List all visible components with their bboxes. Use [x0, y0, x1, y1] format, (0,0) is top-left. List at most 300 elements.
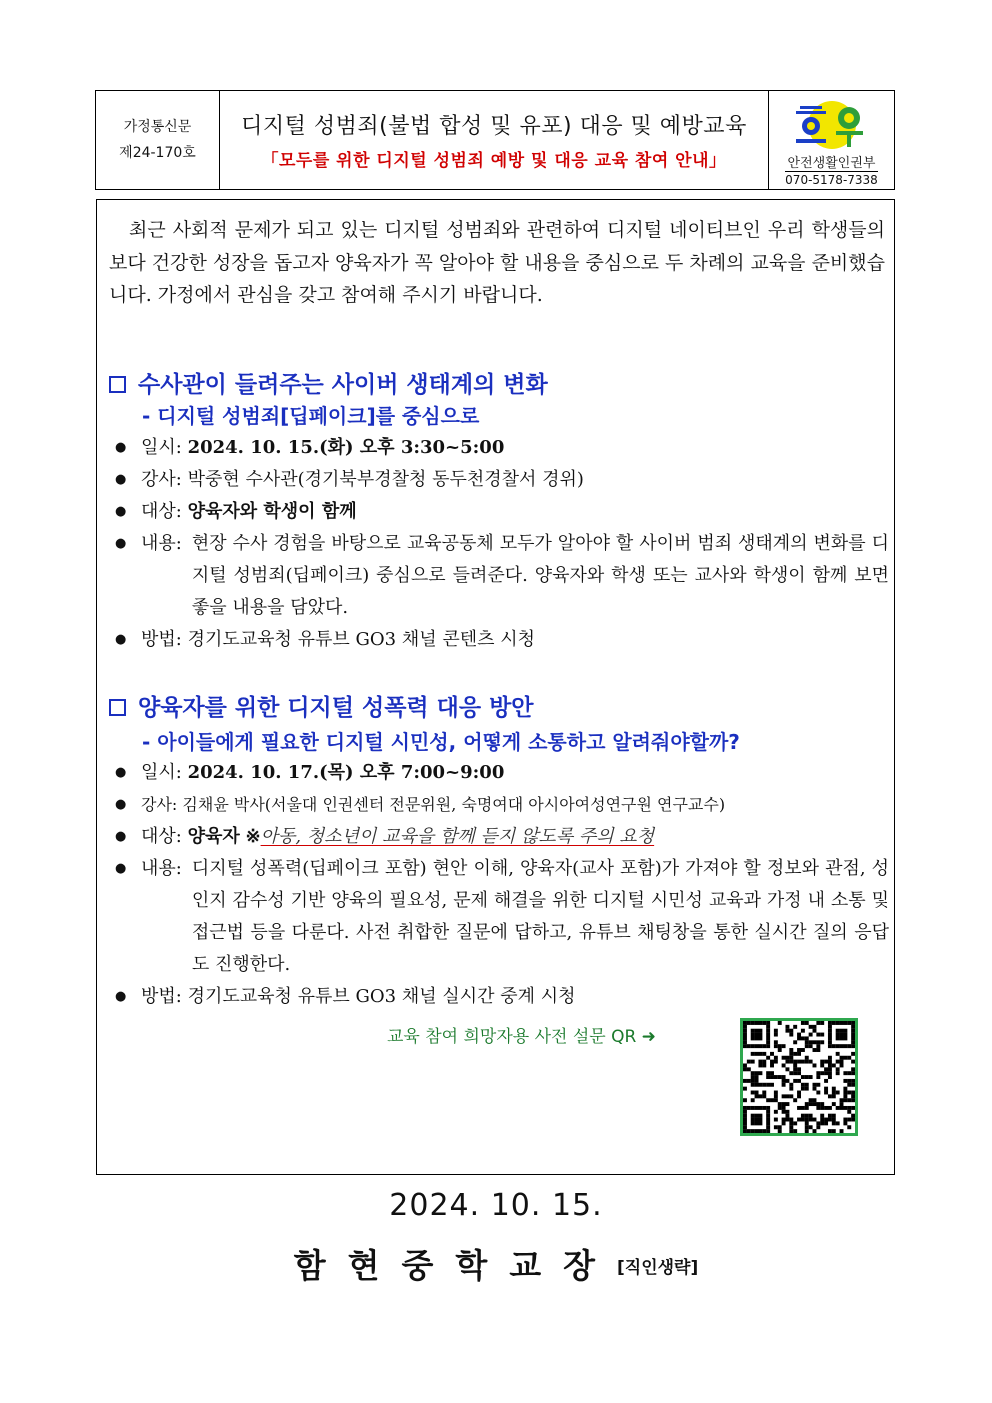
qr-module: [751, 1091, 755, 1095]
qr-module: [782, 1063, 786, 1067]
qr-module: [843, 1033, 847, 1037]
qr-module: [797, 1036, 801, 1040]
date-value: 2024. 10. 17.(목) 오후 7:00~9:00: [187, 762, 505, 783]
qr-module: [851, 1071, 855, 1075]
qr-module: [809, 1114, 813, 1118]
qr-module: [766, 1083, 770, 1087]
qr-module: [828, 1021, 832, 1025]
qr-module: [809, 1075, 813, 1079]
qr-module: [801, 1114, 805, 1118]
qr-module: [828, 1063, 832, 1067]
qr-module: [847, 1106, 851, 1110]
qr-module: [836, 1021, 840, 1025]
qr-module: [789, 1121, 793, 1125]
qr-module: [793, 1052, 797, 1056]
intro-paragraph: [109, 214, 885, 312]
qr-module: [832, 1044, 836, 1048]
qr-module: [847, 1044, 851, 1048]
qr-module: [828, 1060, 832, 1064]
section2-title: [109, 689, 534, 722]
qr-module: [751, 1060, 755, 1064]
qr-module: [762, 1063, 766, 1067]
section1-title-text: 수사관이 들려주는 사이버 생태계의 변화: [138, 372, 548, 398]
qr-module: [785, 1025, 789, 1029]
qr-module: [836, 1071, 840, 1075]
qr-module: [782, 1110, 786, 1114]
qr-module: [813, 1025, 817, 1029]
qr-module: [851, 1033, 855, 1037]
qr-module: [851, 1106, 855, 1110]
qr-module: [762, 1021, 766, 1025]
qr-module: [801, 1106, 805, 1110]
issue-number: 제24-170호: [119, 145, 196, 161]
qr-module: [743, 1079, 747, 1083]
qr-module: [782, 1079, 786, 1083]
qr-module: [828, 1075, 832, 1079]
list-item: [115, 528, 889, 624]
qr-module: [766, 1033, 770, 1037]
qr-module: [762, 1091, 766, 1095]
qr-module: [766, 1125, 770, 1129]
qr-module: [843, 1091, 847, 1095]
qr-module: [778, 1106, 782, 1110]
qr-module: [743, 1110, 747, 1114]
target-note: 아동, 청소년이 교육을 함께 듣지 않도록 주의 요청: [260, 826, 655, 847]
qr-module: [743, 1114, 747, 1118]
qr-module: [805, 1129, 809, 1133]
qr-module: [766, 1098, 770, 1102]
qr-module: [774, 1125, 778, 1129]
qr-module: [751, 1118, 755, 1122]
qr-module: [755, 1071, 759, 1075]
qr-module: [747, 1129, 751, 1133]
qr-module: [743, 1021, 747, 1025]
lecturer-value: 김채윤 박사(서울대 인권센터 전문위원, 숙명여대 아시아여성연구원 연구교수): [182, 795, 726, 814]
qr-module: [840, 1102, 844, 1106]
qr-module: [824, 1087, 828, 1091]
qr-module: [847, 1125, 851, 1129]
qr-module: [789, 1129, 793, 1133]
qr-module: [813, 1098, 817, 1102]
qr-module: [824, 1106, 828, 1110]
qr-module: [843, 1079, 847, 1083]
qr-code-icon: [743, 1021, 855, 1133]
qr-module: [828, 1056, 832, 1060]
qr-module: [758, 1071, 762, 1075]
qr-module: [840, 1129, 844, 1133]
qr-module: [816, 1106, 820, 1110]
qr-module: [755, 1075, 759, 1079]
qr-module: [828, 1106, 832, 1110]
qr-module: [774, 1029, 778, 1033]
qr-module: [824, 1121, 828, 1125]
qr-module: [805, 1087, 809, 1091]
survey-qr-code[interactable]: [740, 1018, 858, 1136]
qr-module: [789, 1087, 793, 1091]
qr-module: [840, 1021, 844, 1025]
qr-module: [805, 1083, 809, 1087]
qr-module: [805, 1044, 809, 1048]
department-phone: 070-5178-7338: [785, 173, 878, 187]
qr-module: [851, 1094, 855, 1098]
qr-module: [797, 1118, 801, 1122]
qr-module: [755, 1036, 759, 1040]
qr-module: [851, 1025, 855, 1029]
qr-module: [774, 1110, 778, 1114]
qr-module: [743, 1025, 747, 1029]
qr-module: [843, 1118, 847, 1122]
qr-module: [762, 1129, 766, 1133]
qr-module: [797, 1060, 801, 1064]
qr-module: [782, 1075, 786, 1079]
method-value: 경기도교육청 유튜브 GO3 채널 콘텐츠 시청: [187, 629, 535, 650]
qr-module: [743, 1044, 747, 1048]
qr-module: [805, 1102, 809, 1106]
qr-module: [843, 1029, 847, 1033]
qr-module: [755, 1129, 759, 1133]
qr-module: [805, 1040, 809, 1044]
qr-module: [785, 1079, 789, 1083]
qr-module: [758, 1121, 762, 1125]
qr-module: [785, 1110, 789, 1114]
qr-module: [828, 1071, 832, 1075]
lecturer-label: 강사:: [141, 795, 178, 814]
qr-module: [766, 1040, 770, 1044]
qr-module: [751, 1129, 755, 1133]
qr-module: [843, 1021, 847, 1025]
qr-module: [743, 1033, 747, 1037]
qr-module: [851, 1067, 855, 1071]
qr-module: [766, 1056, 770, 1060]
qr-module: [828, 1067, 832, 1071]
qr-module: [755, 1079, 759, 1083]
qr-module: [766, 1110, 770, 1114]
qr-module: [743, 1121, 747, 1125]
qr-module: [828, 1029, 832, 1033]
qr-module: [836, 1029, 840, 1033]
qr-module: [743, 1087, 747, 1091]
qr-module: [820, 1033, 824, 1037]
qr-module: [758, 1129, 762, 1133]
qr-module: [813, 1118, 817, 1122]
qr-module: [801, 1118, 805, 1122]
section1-details: [115, 432, 889, 656]
qr-module: [793, 1121, 797, 1125]
qr-module: [743, 1067, 747, 1071]
qr-module: [755, 1029, 759, 1033]
qr-module: [847, 1091, 851, 1095]
header-issue-cell: [96, 91, 220, 189]
qr-module: [743, 1106, 747, 1110]
qr-module: [851, 1060, 855, 1064]
qr-module: [762, 1044, 766, 1048]
signer-line: [0, 1240, 992, 1287]
intro-text: 최근 사회적 문제가 되고 있는 디지털 성범죄와 관련하여 디지털 네이티브인 우리 학생들의 보다 건강한 성장을 돕고자 양육자가 꼭 알아야 할 내용을 중심으로 두 차례의 교육을 준비했습니다. 가정에서 관심을 갖고 참여해 주시기 바랍니다.: [109, 219, 885, 306]
qr-module: [743, 1129, 747, 1133]
header-table: [95, 90, 895, 190]
qr-module: [758, 1114, 762, 1118]
qr-module: [751, 1021, 755, 1025]
qr-module: [809, 1025, 813, 1029]
qr-module: [743, 1029, 747, 1033]
list-item: [115, 821, 889, 853]
list-item: [115, 789, 889, 821]
qr-module: [832, 1063, 836, 1067]
qr-module: [774, 1094, 778, 1098]
qr-module: [813, 1040, 817, 1044]
qr-module: [820, 1106, 824, 1110]
qr-module: [843, 1121, 847, 1125]
qr-module: [840, 1060, 844, 1064]
qr-module: [755, 1052, 759, 1056]
qr-module: [843, 1098, 847, 1102]
qr-module: [778, 1125, 782, 1129]
qr-module: [785, 1118, 789, 1122]
qr-module: [820, 1121, 824, 1125]
qr-module: [766, 1075, 770, 1079]
qr-module: [851, 1098, 855, 1102]
qr-module: [816, 1102, 820, 1106]
qr-module: [762, 1083, 766, 1087]
qr-module: [816, 1040, 820, 1044]
qr-module: [785, 1060, 789, 1064]
qr-module: [785, 1094, 789, 1098]
content-box: [96, 199, 895, 1175]
qr-module: [751, 1114, 755, 1118]
qr-module: [805, 1036, 809, 1040]
lecturer-label: 강사:: [141, 469, 182, 490]
qr-module: [770, 1071, 774, 1075]
qr-module: [801, 1048, 805, 1052]
lecturer-value: 박중현 수사관(경기북부경찰청 동두천경찰서 경위): [187, 469, 584, 490]
qr-module: [766, 1071, 770, 1075]
qr-module: [851, 1091, 855, 1095]
target-value: 양육자: [187, 826, 240, 847]
qr-module: [836, 1121, 840, 1125]
qr-module: [843, 1071, 847, 1075]
qr-module: [766, 1025, 770, 1029]
qr-module: [816, 1033, 820, 1037]
qr-module: [751, 1029, 755, 1033]
qr-module: [840, 1098, 844, 1102]
qr-module: [836, 1091, 840, 1095]
qr-module: [766, 1121, 770, 1125]
qr-module: [809, 1102, 813, 1106]
qr-module: [813, 1029, 817, 1033]
qr-module: [832, 1114, 836, 1118]
qr-module: [793, 1079, 797, 1083]
qr-module: [747, 1060, 751, 1064]
qr-module: [801, 1060, 805, 1064]
qr-module: [851, 1052, 855, 1056]
qr-module: [793, 1129, 797, 1133]
qr-module: [832, 1102, 836, 1106]
qr-module: [751, 1079, 755, 1083]
qr-module: [747, 1067, 751, 1071]
qr-module: [793, 1098, 797, 1102]
qr-module: [809, 1060, 813, 1064]
qr-module: [816, 1091, 820, 1095]
qr-module: [828, 1036, 832, 1040]
qr-module: [836, 1052, 840, 1056]
qr-module: [824, 1091, 828, 1095]
qr-module: [758, 1083, 762, 1087]
qr-module: [820, 1060, 824, 1064]
qr-module: [743, 1063, 747, 1067]
qr-module: [778, 1129, 782, 1133]
qr-module: [758, 1021, 762, 1025]
qr-module: [851, 1029, 855, 1033]
qr-module: [832, 1087, 836, 1091]
qr-module: [785, 1067, 789, 1071]
qr-module: [851, 1044, 855, 1048]
qr-module: [816, 1083, 820, 1087]
qr-module: [828, 1094, 832, 1098]
qr-module: [785, 1114, 789, 1118]
qr-module: [832, 1121, 836, 1125]
qr-module: [847, 1079, 851, 1083]
qr-module: [805, 1118, 809, 1122]
qr-module: [751, 1033, 755, 1037]
qr-module: [758, 1052, 762, 1056]
qr-module: [758, 1118, 762, 1122]
qr-module: [782, 1083, 786, 1087]
department-name: 안전생활인권부: [787, 156, 876, 171]
qr-module: [782, 1106, 786, 1110]
qr-module: [758, 1106, 762, 1110]
qr-module: [766, 1021, 770, 1025]
qr-module: [762, 1094, 766, 1098]
qr-module: [770, 1075, 774, 1079]
qr-module: [758, 1060, 762, 1064]
target-label: 대상:: [141, 826, 182, 847]
qr-module: [774, 1040, 778, 1044]
list-item: [115, 496, 889, 528]
qr-module: [816, 1048, 820, 1052]
target-value: 양육자와 학생이 함께: [187, 501, 357, 522]
target-label: 대상:: [141, 501, 182, 522]
qr-module: [774, 1091, 778, 1095]
qr-module: [751, 1121, 755, 1125]
qr-module: [774, 1056, 778, 1060]
qr-module: [758, 1094, 762, 1098]
qr-module: [832, 1129, 836, 1133]
qr-module: [824, 1060, 828, 1064]
qr-module: [805, 1125, 809, 1129]
qr-module: [840, 1056, 844, 1060]
list-item: [115, 624, 889, 656]
qr-module: [847, 1083, 851, 1087]
qr-module: [743, 1125, 747, 1129]
qr-module: [766, 1129, 770, 1133]
qr-module: [820, 1021, 824, 1025]
signer-name: 함현중학교장: [293, 1246, 618, 1285]
qr-module: [840, 1106, 844, 1110]
qr-module: [843, 1044, 847, 1048]
qr-module: [816, 1121, 820, 1125]
qr-module: [816, 1021, 820, 1025]
qr-module: [840, 1036, 844, 1040]
school-logo-icon: [792, 100, 872, 150]
qr-module: [813, 1102, 817, 1106]
qr-module: [851, 1021, 855, 1025]
qr-module: [847, 1118, 851, 1122]
qr-module: [770, 1063, 774, 1067]
section2-title-text: 양육자를 위한 디지털 성폭력 대응 방안: [138, 695, 534, 721]
qr-module: [758, 1029, 762, 1033]
qr-module: [789, 1094, 793, 1098]
content-label: ● 내용:: [141, 533, 182, 554]
qr-module: [793, 1060, 797, 1064]
qr-module: [766, 1044, 770, 1048]
qr-module: [766, 1118, 770, 1122]
qr-module: [843, 1087, 847, 1091]
qr-module: [824, 1118, 828, 1122]
qr-module: [774, 1098, 778, 1102]
qr-module: [747, 1021, 751, 1025]
qr-module: [789, 1071, 793, 1075]
qr-module: [770, 1052, 774, 1056]
qr-module: [774, 1118, 778, 1122]
qr-module: [762, 1060, 766, 1064]
newsletter-type: 가정통신문: [123, 119, 192, 135]
qr-module: [755, 1044, 759, 1048]
qr-module: [755, 1106, 759, 1110]
qr-module: [797, 1079, 801, 1083]
qr-module: [805, 1106, 809, 1110]
date-value: 2024. 10. 15.(화) 오후 3:30~5:00: [187, 437, 505, 458]
section1-title: [109, 366, 548, 399]
qr-module: [828, 1044, 832, 1048]
qr-module: [801, 1087, 805, 1091]
qr-module: [797, 1048, 801, 1052]
qr-module: [847, 1021, 851, 1025]
qr-module: [789, 1125, 793, 1129]
section2-subtitle: - 아이들에게 필요한 디지털 시민성, 어떻게 소통하고 알려줘야할까?: [142, 730, 740, 754]
qr-module: [755, 1021, 759, 1025]
checkbox-square-icon: [109, 376, 126, 393]
qr-module: [766, 1114, 770, 1118]
header-title-cell: [220, 91, 769, 189]
qr-module: [840, 1029, 844, 1033]
section1-subtitle: - 디지털 성범죄[딥페이크]를 중심으로: [142, 404, 480, 428]
list-item: [115, 464, 889, 496]
qr-module: [816, 1075, 820, 1079]
list-item: [115, 757, 889, 789]
method-value: 경기도교육청 유튜브 GO3 채널 실시간 중계 시청: [187, 986, 576, 1007]
qr-module: [778, 1075, 782, 1079]
qr-module: [774, 1033, 778, 1037]
qr-module: [805, 1075, 809, 1079]
qr-module: [813, 1083, 817, 1087]
qr-module: [851, 1083, 855, 1087]
qr-module: [847, 1098, 851, 1102]
qr-module: [851, 1040, 855, 1044]
qr-module: [832, 1021, 836, 1025]
qr-module: [782, 1102, 786, 1106]
qr-module: [751, 1052, 755, 1056]
qr-module: [836, 1033, 840, 1037]
qr-module: [789, 1029, 793, 1033]
qr-module: [751, 1106, 755, 1110]
qr-module: [755, 1121, 759, 1125]
qr-module: [755, 1094, 759, 1098]
checkbox-square-icon: [109, 699, 126, 716]
qr-module: [840, 1063, 844, 1067]
qr-module: [797, 1067, 801, 1071]
qr-module: [809, 1118, 813, 1122]
method-label: 방법:: [141, 986, 182, 1007]
